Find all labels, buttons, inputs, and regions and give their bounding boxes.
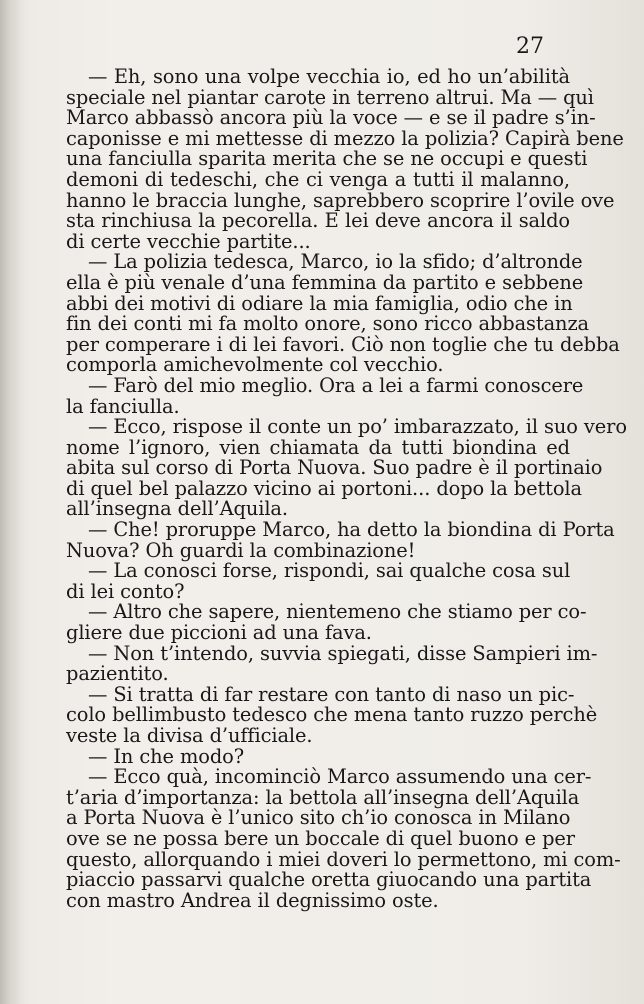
text-line: all’insegna dell’Aquila.	[66, 497, 288, 521]
text-line: nome l’ignoro, vien chiamata da tutti biondina ed	[66, 435, 570, 459]
text-line: ove se ne possa bere un boccale di quel buono e per	[66, 826, 575, 850]
text-line: Nuova? Oh guardi la combinazione!	[66, 538, 416, 562]
text-line: per comperare i di lei favori. Ciò non toglie che tu debba	[66, 332, 620, 356]
text-line: la fanciulla.	[66, 394, 180, 418]
text-line: questo, allorquando i miei doveri lo permettono, mi com-	[66, 847, 621, 871]
text-line: — Non t’intendo, suvvia spiegati, disse Sampieri im-	[88, 641, 598, 665]
text-line: — Si tratta di far restare con tanto di naso un pic-	[88, 682, 575, 706]
text-line: veste la divisa d’ufficiale.	[66, 724, 313, 747]
text-line: — Eh, sono una volpe vecchia io, ed ho un’abilità	[88, 65, 570, 88]
text-line: speciale nel piantar carote in terreno altrui. Ma — quì	[66, 85, 594, 109]
text-line: — Ecco, rispose il conte un po’ imbarazzato, il suo vero	[88, 415, 627, 439]
text-line: abbi dei motivi di odiare la mia famiglia, odio che in	[66, 291, 573, 315]
text-line: demoni di tedeschi, che ci venga a tutti il malanno,	[66, 167, 570, 191]
text-line: — Farò del mio meglio. Ora a lei a farmi conoscere	[88, 373, 584, 397]
text-line: una fanciulla sparita merita che se ne occupi e questi	[66, 147, 588, 171]
text-line: — La polizia tedesca, Marco, io la sfido; d’altronde	[88, 250, 583, 274]
text-line: di lei conto?	[66, 579, 185, 603]
text-line: gliere due piccioni ad una fava.	[66, 621, 372, 645]
text-line: di certe vecchie partite...	[66, 229, 311, 253]
text-line: comporla amichevolmente col vecchio.	[66, 353, 444, 377]
binding-edge-shadow	[0, 0, 22, 1004]
text-line: a Porta Nuova è l’unico sito ch’io conosca in Milano	[66, 806, 571, 830]
text-line: — La conosci forse, rispondi, sai qualche cosa sul	[88, 559, 571, 583]
text-line: Marco abbassò ancora più la voce — e se il padre s’in-	[66, 106, 596, 130]
page-number: 27	[516, 34, 544, 59]
text-line: di quel bel palazzo vicino ai portoni... dopo la bettola	[66, 476, 582, 500]
text-line: t’aria d’importanza: la bettola all’insegna dell’Aquila	[66, 785, 580, 809]
text-line: — Che! proruppe Marco, ha detto la biondina di Porta	[88, 518, 615, 542]
text-line: fin dei conti mi fa molto onore, sono ricco abbastanza	[66, 312, 590, 336]
text-line: pazientito.	[66, 662, 169, 686]
body-text	[66, 65, 627, 912]
text-line: hanno le braccia lunghe, saprebbero scoprire l’ovile ove	[66, 188, 615, 212]
text-line: — Altro che sapere, nientemeno che stiamo per co-	[88, 600, 587, 624]
text-line: — In che modo?	[88, 744, 244, 768]
text-line: sta rinchiusa la pecorella. E lei deve ancora il saldo	[66, 209, 570, 233]
text-line: — Ecco quà, incominciò Marco assumendo una cer-	[88, 765, 592, 789]
text-line: con mastro Andrea il degnissimo oste.	[66, 888, 439, 912]
text-line: ella è più venale d’una femmina da partito e sebbene	[66, 270, 584, 294]
text-line: caponisse e mi mettesse di mezzo la polizia? Capirà bene	[66, 126, 624, 150]
text-line: colo bellimbusto tedesco che mena tanto ruzzo perchè	[66, 703, 598, 727]
text-line: abita sul corso di Porta Nuova. Suo padre è il portinaio	[66, 456, 603, 480]
text-line: piaccio passarvi qualche oretta giuocando una partita	[66, 868, 592, 892]
